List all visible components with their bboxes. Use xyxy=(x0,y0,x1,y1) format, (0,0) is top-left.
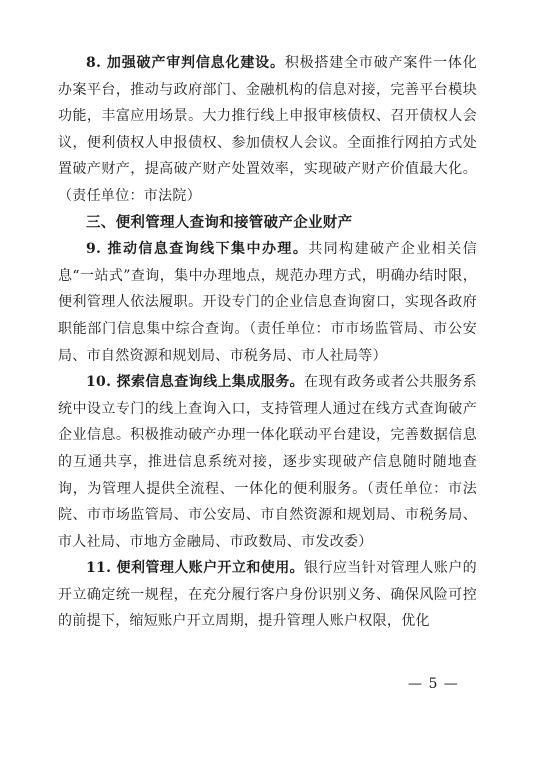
paragraph-10-lead: 10. 探索信息查询线上集成服务。 xyxy=(86,374,305,391)
paragraph-10 xyxy=(58,369,477,555)
paragraph-11-body: 银行应当针对管理人账户的开立确定统一规程，在充分履行客户身份识别义务、确保风险可控的前提下，缩短账户开立周期，提升管理人账户权限，优化 xyxy=(58,560,477,630)
paragraph-11-lead: 11. 便利管理人账户开立和使用。 xyxy=(86,560,305,577)
page-content xyxy=(58,50,477,635)
paragraph-8 xyxy=(58,50,477,210)
paragraph-10-body: 在现有政务或者公共服务系统中设立专门的线上查询入口，支持管理人通过在线方式查询破产企业信息。积极推动破产办理一体化联动平台建设，完善数据信息的互通共享，推进信息系统对接，逐步实现破产信息随时随地查询，为管理人提供全流程、一体化的便利服务。（责任单位：市法院、市市场监管局、市公安局、市自然资源和规划局、市税务局、市人社局、市地方金融局、市政数局、市发改委） xyxy=(58,374,477,550)
paragraph-9 xyxy=(58,236,477,369)
page-number: — 5 — xyxy=(408,676,459,692)
paragraph-8-body: 积极搭建全市破产案件一体化办案平台，推动与政府部门、金融机构的信息对接，完善平台模块功能，丰富应用场景。大力推行线上申报审核债权、召开债权人会议，便利债权人申报债权、参加债权人会议。全面推行网拍方式处置破产财产，提高破产财产处置效率，实现破产财产价值最大化。（责任单位：市法院） xyxy=(58,55,477,204)
section-heading: 三、便利管理人查询和接管破产企业财产 xyxy=(86,214,353,231)
paragraph-9-lead: 9. 推动信息查询线下集中办理。 xyxy=(86,241,309,258)
paragraph-9-body: 共同构建破产企业相关信息“一站式”查询，集中办理地点，规范办理方式，明确办结时限，便利管理人依法履职。开设专门的企业信息查询窗口，实现各政府职能部门信息集中综合查询。（责任单位：市市场监管局、市公安局、市自然资源和规划局、市税务局、市人社局等） xyxy=(58,241,477,364)
paragraph-8-lead: 8. 加强破产审判信息化建设。 xyxy=(86,55,285,71)
paragraph-11 xyxy=(58,555,477,635)
